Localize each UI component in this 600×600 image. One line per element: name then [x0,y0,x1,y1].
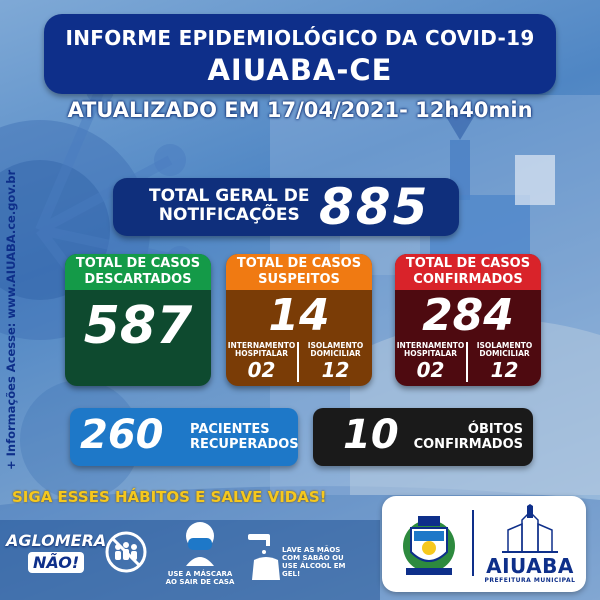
suspected-cases-value: 14 [268,290,330,341]
mask-instruction [158,570,242,586]
discarded-cases-header [65,254,211,290]
deaths-label-line1: ÓBITOS [467,422,523,437]
confirmed-cases-value: 284 [422,290,514,341]
report-title: INFORME EPIDEMIOLÓGICO DA COVID-19 [65,26,535,50]
confirmed-home-isolation [468,342,541,382]
deaths-label-line2: CONFIRMADOS [413,437,523,452]
website-info: + Informações Acesse: www.AIUABA.ce.gov.br [4,169,18,470]
hospitalized-label-line2: HOSPITALAR [403,349,458,358]
suspected-isolation-value: 12 [321,358,350,382]
suspected-label-line1: TOTAL DE CASOS [236,256,362,271]
logo-divider [472,510,474,576]
no-crowding-line1: AGLOMERA [6,531,107,550]
discarded-label-line2: DESCARTADOS [84,272,192,287]
hands-line3: USE ÁLCOOL EM GEL! [282,562,346,578]
title-banner [44,14,556,94]
slogan: SIGA ESSES HÁBITOS E SALVE VIDAS! [12,488,327,506]
suspected-home-isolation [299,342,372,382]
confirmed-cases-header [395,254,541,290]
church-logo-icon [500,504,560,554]
hospitalized-label-line2: HOSPITALAR [234,349,289,358]
total-label-line2: NOTIFICAÇÕES [158,205,300,225]
suspected-cases-card [226,254,372,386]
discarded-label-line1: TOTAL DE CASOS [75,256,201,271]
discarded-cases-value: 587 [83,296,193,356]
hands-line2: COM SABÃO OU [282,554,344,562]
confirmed-label-line2: CONFIRMADOS [413,272,523,287]
suspected-hospitalized [226,342,299,382]
confirmed-label-line1: TOTAL DE CASOS [405,256,531,271]
hospitalized-label-line1: INTERNAMENTO [396,341,465,350]
suspected-cases-header [226,254,372,290]
mask-line1: USE A MÁSCARA [167,570,233,578]
isolation-label-line2: DOMICILIAR [310,349,361,358]
recovered-value: 260 [80,412,164,458]
no-crowding-notice [6,531,107,580]
logo-city-name: AIUABA [486,554,574,578]
confirmed-deaths-box [313,408,533,466]
total-label-line1: TOTAL GERAL DE [149,186,310,206]
suspected-label-line2: SUSPEITOS [258,272,340,287]
recovered-label-line1: PACIENTES [190,422,270,437]
confirmed-isolation-value: 12 [490,358,519,382]
hand-washing-instruction [282,546,362,578]
confirmed-hospitalized-value: 02 [416,358,445,382]
total-notifications-value: 885 [319,178,430,236]
deaths-value: 10 [343,412,399,458]
total-notifications-box [113,178,459,236]
city-title: AIUABA-CE [207,53,393,87]
isolation-label-line1: ISOLAMENTO [307,341,364,350]
hand-washing-icon [246,530,286,582]
update-timestamp: ATUALIZADO EM 17/04/2021- 12h40min [67,98,533,122]
face-mask-icon [176,518,224,568]
recovered-label-line2: RECUPERADOS [190,437,299,452]
isolation-label-line1: ISOLAMENTO [476,341,533,350]
hospitalized-label-line1: INTERNAMENTO [227,341,296,350]
mask-line2: AO SAIR DE CASA [165,578,235,586]
no-crowd-icon [104,530,148,574]
no-crowding-line2: NÃO! [28,552,84,573]
isolation-label-line2: DOMICILIAR [479,349,530,358]
recovered-patients-box [70,408,298,466]
confirmed-cases-card [395,254,541,386]
hands-line1: LAVE AS MÃOS [282,546,341,554]
coat-of-arms-icon [396,508,462,578]
suspected-hospitalized-value: 02 [247,358,276,382]
discarded-cases-card [65,254,211,386]
prefeitura-logo-card [382,496,586,592]
logo-subtitle: PREFEITURA MUNICIPAL [484,577,576,584]
confirmed-hospitalized [395,342,468,382]
